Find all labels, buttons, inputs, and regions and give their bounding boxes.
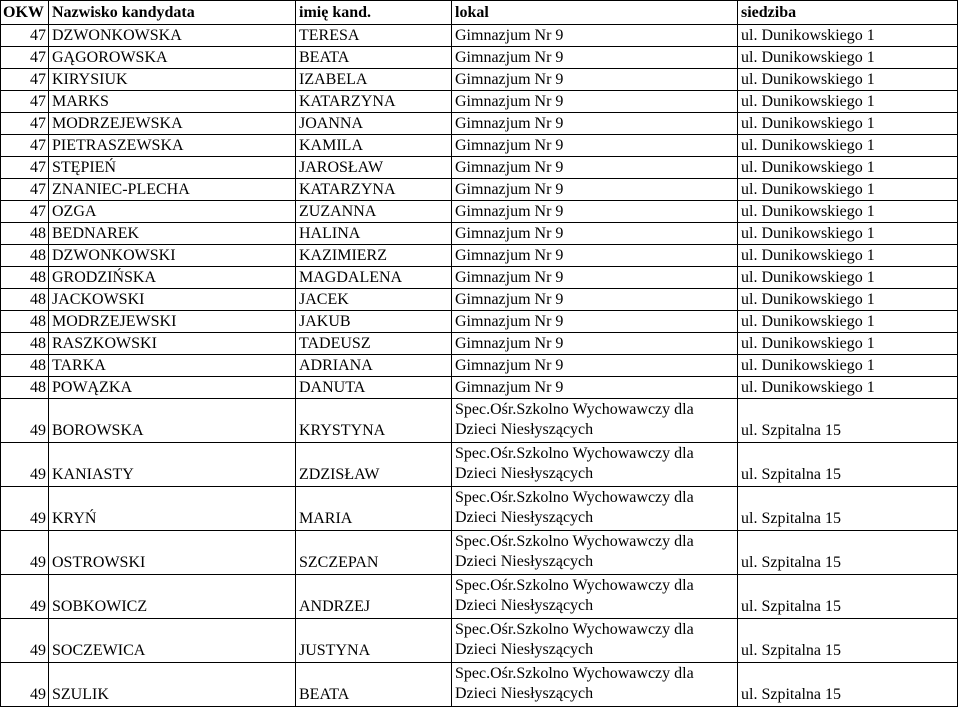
cell-lokal: Gimnazjum Nr 9	[452, 91, 738, 113]
cell-okw: 49	[1, 399, 49, 443]
cell-lokal-line: Spec.Ośr.Szkolno Wychowawczy dla	[455, 621, 694, 638]
cell-lokal: Gimnazjum Nr 9	[452, 157, 738, 179]
cell-imie: KAZIMIERZ	[296, 245, 452, 267]
cell-nazwisko: MODRZEJEWSKI	[49, 311, 296, 333]
cell-imie: KAMILA	[296, 135, 452, 157]
cell-okw: 49	[1, 487, 49, 531]
cell-siedziba: ul. Szpitalna 15	[738, 531, 958, 575]
table-row	[1, 399, 958, 443]
cell-lokal: Gimnazjum Nr 9	[452, 223, 738, 245]
cell-imie: JACEK	[296, 289, 452, 311]
cell-lokal-line: Dzieci Niesłyszących	[455, 421, 594, 438]
cell-okw: 47	[1, 135, 49, 157]
cell-lokal-line: Spec.Ośr.Szkolno Wychowawczy dla	[455, 533, 694, 550]
cell-siedziba: ul. Szpitalna 15	[738, 443, 958, 487]
cell-nazwisko: SZULIK	[49, 663, 296, 707]
table-row	[1, 179, 958, 201]
cell-imie: KATARZYNA	[296, 179, 452, 201]
cell-lokal	[452, 575, 738, 619]
cell-okw: 47	[1, 91, 49, 113]
cell-siedziba: ul. Dunikowskiego 1	[738, 179, 958, 201]
cell-siedziba: ul. Dunikowskiego 1	[738, 333, 958, 355]
cell-okw: 47	[1, 157, 49, 179]
cell-nazwisko: SOCZEWICA	[49, 619, 296, 663]
cell-lokal-line: Spec.Ośr.Szkolno Wychowawczy dla	[455, 577, 694, 594]
cell-lokal: Gimnazjum Nr 9	[452, 245, 738, 267]
cell-imie: DANUTA	[296, 377, 452, 399]
table-row	[1, 355, 958, 377]
cell-lokal-line: Dzieci Niesłyszących	[455, 465, 594, 482]
cell-siedziba: ul. Szpitalna 15	[738, 399, 958, 443]
cell-imie: JOANNA	[296, 113, 452, 135]
header-okw: OKW	[1, 1, 49, 25]
cell-siedziba: ul. Szpitalna 15	[738, 487, 958, 531]
cell-nazwisko: GRODZIŃSKA	[49, 267, 296, 289]
table-row	[1, 245, 958, 267]
header-siedziba: siedziba	[738, 1, 958, 25]
cell-siedziba: ul. Dunikowskiego 1	[738, 223, 958, 245]
table-row	[1, 157, 958, 179]
table-row	[1, 47, 958, 69]
table-row	[1, 663, 958, 707]
cell-okw: 47	[1, 201, 49, 223]
cell-nazwisko: PIETRASZEWSKA	[49, 135, 296, 157]
cell-lokal-line: Dzieci Niesłyszących	[455, 685, 594, 702]
cell-siedziba: ul. Dunikowskiego 1	[738, 377, 958, 399]
cell-okw: 49	[1, 575, 49, 619]
cell-lokal	[452, 619, 738, 663]
cell-imie: JAROSŁAW	[296, 157, 452, 179]
cell-imie: JAKUB	[296, 311, 452, 333]
cell-lokal-line: Spec.Ośr.Szkolno Wychowawczy dla	[455, 445, 694, 462]
cell-okw: 49	[1, 619, 49, 663]
cell-nazwisko: ZNANIEC-PLECHA	[49, 179, 296, 201]
cell-okw: 48	[1, 245, 49, 267]
header-lokal: lokal	[452, 1, 738, 25]
cell-imie: HALINA	[296, 223, 452, 245]
cell-nazwisko: MARKS	[49, 91, 296, 113]
cell-siedziba: ul. Dunikowskiego 1	[738, 289, 958, 311]
cell-siedziba: ul. Szpitalna 15	[738, 619, 958, 663]
cell-imie: KRYSTYNA	[296, 399, 452, 443]
cell-okw: 48	[1, 289, 49, 311]
cell-okw: 48	[1, 355, 49, 377]
cell-nazwisko: OZGA	[49, 201, 296, 223]
table-row	[1, 113, 958, 135]
cell-lokal: Gimnazjum Nr 9	[452, 289, 738, 311]
cell-siedziba: ul. Dunikowskiego 1	[738, 355, 958, 377]
cell-siedziba: ul. Szpitalna 15	[738, 663, 958, 707]
cell-lokal-line: Spec.Ośr.Szkolno Wychowawczy dla	[455, 401, 694, 418]
table-row	[1, 333, 958, 355]
cell-imie: MAGDALENA	[296, 267, 452, 289]
table-row	[1, 443, 958, 487]
cell-imie: IZABELA	[296, 69, 452, 91]
cell-nazwisko: MODRZEJEWSKA	[49, 113, 296, 135]
cell-okw: 47	[1, 179, 49, 201]
cell-nazwisko: BEDNAREK	[49, 223, 296, 245]
cell-okw: 48	[1, 223, 49, 245]
table-row	[1, 201, 958, 223]
cell-okw: 48	[1, 377, 49, 399]
cell-imie: TERESA	[296, 25, 452, 47]
cell-nazwisko: DZWONKOWSKA	[49, 25, 296, 47]
cell-okw: 48	[1, 333, 49, 355]
cell-imie: TADEUSZ	[296, 333, 452, 355]
cell-lokal-line: Dzieci Niesłyszących	[455, 597, 594, 614]
cell-okw: 47	[1, 25, 49, 47]
cell-lokal-line: Spec.Ośr.Szkolno Wychowawczy dla	[455, 665, 694, 682]
cell-lokal-line: Spec.Ośr.Szkolno Wychowawczy dla	[455, 489, 694, 506]
cell-lokal: Gimnazjum Nr 9	[452, 25, 738, 47]
table-row	[1, 575, 958, 619]
cell-okw: 47	[1, 69, 49, 91]
table-header	[1, 1, 958, 25]
cell-imie: ADRIANA	[296, 355, 452, 377]
cell-nazwisko: JACKOWSKI	[49, 289, 296, 311]
cell-siedziba: ul. Dunikowskiego 1	[738, 113, 958, 135]
header-row	[1, 1, 958, 25]
cell-imie: ZUZANNA	[296, 201, 452, 223]
cell-lokal: Gimnazjum Nr 9	[452, 267, 738, 289]
cell-imie: KATARZYNA	[296, 91, 452, 113]
cell-nazwisko: TARKA	[49, 355, 296, 377]
cell-nazwisko: KRYŃ	[49, 487, 296, 531]
cell-siedziba: ul. Dunikowskiego 1	[738, 267, 958, 289]
cell-lokal	[452, 663, 738, 707]
cell-nazwisko: OSTROWSKI	[49, 531, 296, 575]
cell-lokal-line: Dzieci Niesłyszących	[455, 641, 594, 658]
table-row	[1, 377, 958, 399]
cell-nazwisko: STĘPIEŃ	[49, 157, 296, 179]
table-row	[1, 311, 958, 333]
cell-siedziba: ul. Dunikowskiego 1	[738, 135, 958, 157]
cell-okw: 47	[1, 47, 49, 69]
table-row	[1, 91, 958, 113]
table-row	[1, 223, 958, 245]
cell-nazwisko: GĄGOROWSKA	[49, 47, 296, 69]
table-body	[1, 25, 958, 707]
cell-siedziba: ul. Dunikowskiego 1	[738, 69, 958, 91]
table-row	[1, 289, 958, 311]
cell-nazwisko: KIRYSIUK	[49, 69, 296, 91]
cell-lokal-line: Dzieci Niesłyszących	[455, 553, 594, 570]
cell-nazwisko: KANIASTY	[49, 443, 296, 487]
cell-nazwisko: SOBKOWICZ	[49, 575, 296, 619]
header-imie: imię kand.	[296, 1, 452, 25]
cell-nazwisko: POWĄZKA	[49, 377, 296, 399]
cell-nazwisko: DZWONKOWSKI	[49, 245, 296, 267]
cell-imie: BEATA	[296, 47, 452, 69]
header-nazwisko: Nazwisko kandydata	[49, 1, 296, 25]
cell-siedziba: ul. Dunikowskiego 1	[738, 91, 958, 113]
cell-lokal: Gimnazjum Nr 9	[452, 47, 738, 69]
cell-okw: 48	[1, 311, 49, 333]
cell-nazwisko: RASZKOWSKI	[49, 333, 296, 355]
cell-siedziba: ul. Dunikowskiego 1	[738, 201, 958, 223]
cell-okw: 47	[1, 113, 49, 135]
cell-lokal: Gimnazjum Nr 9	[452, 135, 738, 157]
cell-lokal: Gimnazjum Nr 9	[452, 377, 738, 399]
table-row	[1, 267, 958, 289]
cell-imie: ANDRZEJ	[296, 575, 452, 619]
cell-siedziba: ul. Dunikowskiego 1	[738, 311, 958, 333]
cell-imie: SZCZEPAN	[296, 531, 452, 575]
cell-siedziba: ul. Dunikowskiego 1	[738, 157, 958, 179]
cell-lokal: Gimnazjum Nr 9	[452, 333, 738, 355]
cell-lokal: Gimnazjum Nr 9	[452, 201, 738, 223]
cell-siedziba: ul. Dunikowskiego 1	[738, 25, 958, 47]
table-row	[1, 135, 958, 157]
cell-okw: 49	[1, 443, 49, 487]
table-row	[1, 531, 958, 575]
cell-imie: MARIA	[296, 487, 452, 531]
cell-lokal	[452, 531, 738, 575]
cell-imie: JUSTYNA	[296, 619, 452, 663]
cell-imie: BEATA	[296, 663, 452, 707]
cell-okw: 49	[1, 663, 49, 707]
cell-lokal: Gimnazjum Nr 9	[452, 311, 738, 333]
cell-lokal: Gimnazjum Nr 9	[452, 113, 738, 135]
cell-okw: 48	[1, 267, 49, 289]
cell-lokal-line: Dzieci Niesłyszących	[455, 509, 594, 526]
cell-siedziba: ul. Szpitalna 15	[738, 575, 958, 619]
cell-lokal	[452, 399, 738, 443]
cell-lokal: Gimnazjum Nr 9	[452, 355, 738, 377]
cell-okw: 49	[1, 531, 49, 575]
cell-nazwisko: BOROWSKA	[49, 399, 296, 443]
cell-imie: ZDZISŁAW	[296, 443, 452, 487]
cell-lokal	[452, 443, 738, 487]
table-row	[1, 69, 958, 91]
table-row	[1, 619, 958, 663]
cell-lokal: Gimnazjum Nr 9	[452, 69, 738, 91]
cell-lokal	[452, 487, 738, 531]
cell-siedziba: ul. Dunikowskiego 1	[738, 47, 958, 69]
cell-siedziba: ul. Dunikowskiego 1	[738, 245, 958, 267]
table-row	[1, 487, 958, 531]
cell-lokal: Gimnazjum Nr 9	[452, 179, 738, 201]
table-row	[1, 25, 958, 47]
